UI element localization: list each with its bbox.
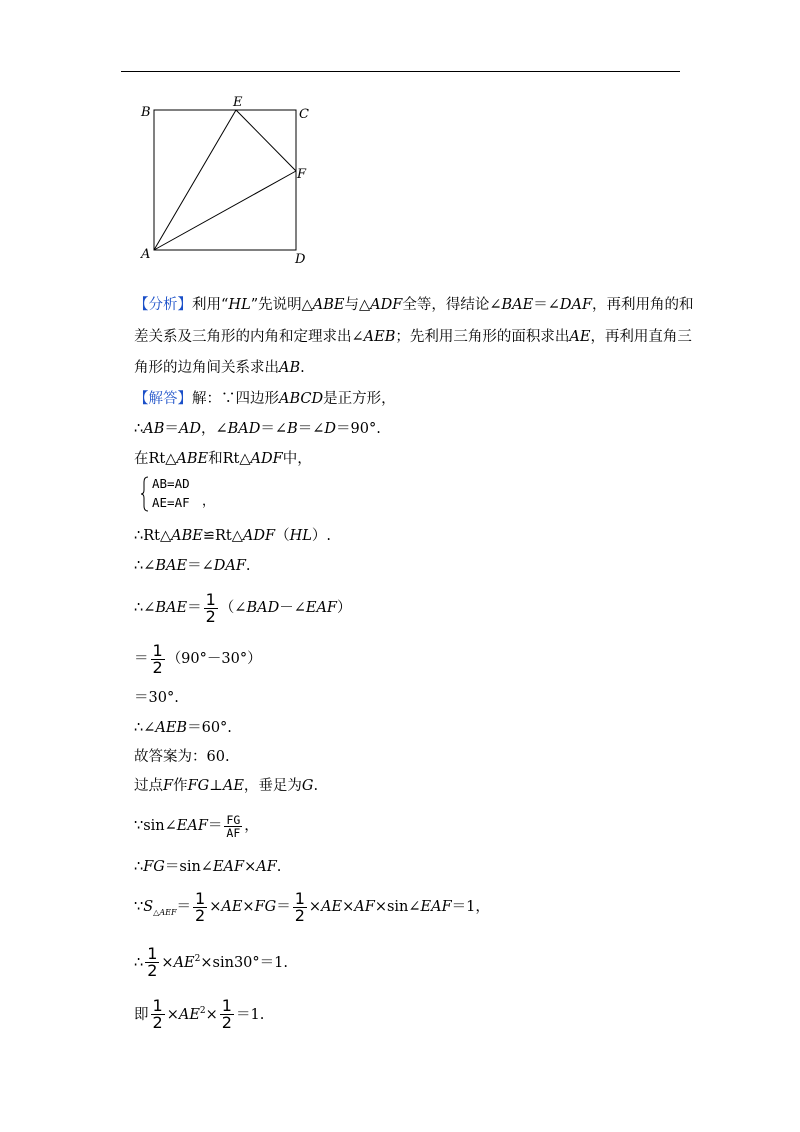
- text: 过点: [134, 778, 163, 794]
- label-f: F: [297, 167, 307, 182]
- fraction-half: [145, 946, 159, 979]
- fraction-half: [293, 888, 307, 925]
- text: ，垂足为: [243, 778, 302, 794]
- solution-line-14: [134, 890, 490, 930]
- text: AE: [221, 899, 243, 915]
- text: S: [143, 899, 154, 915]
- label-d: D: [295, 252, 306, 267]
- solution-line-2: [134, 419, 381, 439]
- solution-line-12: [134, 809, 259, 843]
- text: ∴∠: [134, 720, 156, 736]
- text: ∴: [134, 954, 144, 971]
- segment-ae: [154, 110, 236, 250]
- text: ”先说明△: [250, 297, 313, 313]
- text: ＝∠: [297, 421, 325, 437]
- text: ∵: [134, 899, 144, 915]
- text: ⊥: [209, 778, 223, 794]
- text: ×sin30°＝1.: [200, 954, 288, 971]
- text: FG: [226, 812, 241, 827]
- square-diagram: [135, 96, 315, 271]
- text: ×: [242, 899, 255, 915]
- text: BAD: [246, 600, 280, 616]
- solution-line-3: [134, 449, 312, 469]
- text: 即: [134, 1006, 149, 1023]
- fraction-half: [151, 640, 165, 677]
- equation-system: [140, 476, 230, 516]
- text: ∴∠: [134, 600, 156, 616]
- text: 作: [173, 778, 188, 794]
- text: AE: [569, 329, 591, 345]
- solution-line-1: [134, 389, 396, 409]
- solution-line-9: [134, 718, 232, 738]
- text: （∠: [219, 600, 247, 616]
- text: .: [276, 859, 282, 875]
- text: ∴: [134, 859, 144, 875]
- text: FG: [143, 859, 165, 875]
- text: ∴: [134, 421, 144, 437]
- text: ∴Rt△: [134, 528, 172, 544]
- text: DAF: [559, 297, 593, 313]
- analysis-line-1: [134, 295, 694, 315]
- fraction-half: [193, 888, 207, 925]
- text: BAE: [155, 600, 188, 616]
- text: ABE: [176, 451, 209, 467]
- segment-ef: [236, 110, 296, 171]
- solution-line-11: [134, 776, 318, 796]
- solution-line-15: [134, 942, 288, 980]
- segment-af: [154, 171, 296, 250]
- text: ，∠: [200, 421, 228, 437]
- fraction-half: [151, 998, 165, 1031]
- text: AF: [226, 825, 241, 840]
- text: ×: [209, 899, 222, 915]
- text: ABE: [171, 528, 203, 544]
- solution-line-4: [134, 526, 331, 546]
- square-abcd: [154, 110, 296, 250]
- equation-comma: ，: [202, 494, 216, 509]
- text: 全等，得结论∠: [402, 297, 502, 313]
- text: AE: [178, 1006, 200, 1023]
- text: ×: [205, 1006, 218, 1023]
- solution-tag: 【解答】: [134, 391, 192, 407]
- text: AF: [256, 859, 277, 875]
- solution-line-6: [134, 591, 351, 625]
- text: 2: [152, 1013, 163, 1033]
- equation-ae-af: AE=AF: [152, 495, 190, 510]
- text: ，再利用角的和: [592, 297, 694, 313]
- text: AF: [354, 899, 375, 915]
- text: △AEF: [153, 907, 177, 917]
- text: 中，: [282, 451, 312, 467]
- text: HL: [289, 528, 312, 544]
- text: EAF: [420, 899, 452, 915]
- text: （: [275, 528, 290, 544]
- text: AEB: [363, 329, 396, 345]
- text: AB: [143, 421, 165, 437]
- text: ＝: [207, 818, 223, 834]
- text: ＝: [134, 651, 149, 667]
- text: 和Rt△: [208, 451, 251, 467]
- text: EAF: [212, 859, 245, 875]
- text: 2: [294, 905, 305, 925]
- solution-line-16: [134, 994, 264, 1032]
- text: FG: [187, 778, 210, 794]
- text: ∵sin∠: [134, 818, 177, 834]
- text: ×: [166, 1006, 179, 1023]
- analysis-line-2: [134, 327, 692, 347]
- text: AE: [321, 899, 343, 915]
- text: ；先利用三角形的面积求出: [395, 329, 570, 345]
- text: 2: [221, 1013, 232, 1033]
- solution-line-10: 故答案为：60.: [134, 749, 230, 765]
- text: 是正方形，: [323, 391, 396, 407]
- text: 1: [152, 996, 163, 1016]
- text: 差关系及三角形的内角和定理求出∠: [134, 329, 364, 345]
- text: ＝sin∠: [164, 859, 213, 875]
- fraction-fg-af: [224, 814, 242, 839]
- text: 1: [152, 640, 163, 660]
- text: F: [163, 778, 174, 794]
- text: B: [287, 421, 298, 437]
- analysis-tag: 【分析】: [134, 297, 192, 313]
- text: ，再利用直角三: [590, 329, 692, 345]
- label-e: E: [233, 95, 243, 110]
- solution-line-8: ＝30°.: [134, 690, 179, 706]
- text: ABCD: [279, 391, 324, 407]
- text: 2: [195, 905, 206, 925]
- text: ×: [308, 899, 322, 915]
- text: 2: [152, 657, 163, 677]
- text: 2: [205, 606, 216, 626]
- text: 2: [147, 961, 158, 981]
- text: D: [324, 421, 337, 437]
- text: HL: [228, 297, 251, 313]
- label-a: A: [141, 247, 151, 262]
- label-c: C: [299, 107, 309, 122]
- text: EAF: [305, 600, 337, 616]
- square-figure: [135, 96, 315, 271]
- text: ＝∠: [533, 297, 560, 313]
- text: DAF: [213, 558, 246, 574]
- text: .: [245, 558, 251, 574]
- text: ×: [342, 899, 355, 915]
- text: BAE: [501, 297, 534, 313]
- text: －∠: [279, 600, 306, 616]
- header-rule: [121, 71, 680, 72]
- solution-line-13: [134, 857, 281, 877]
- text: ＝1，: [451, 899, 490, 915]
- text: 1: [294, 888, 305, 908]
- solution-line-7: [134, 642, 262, 676]
- text: ≌Rt△: [202, 528, 243, 544]
- text: ＝: [164, 421, 179, 437]
- text: 1: [147, 944, 158, 964]
- text: BAD: [227, 421, 261, 437]
- text: ＝∠: [260, 421, 288, 437]
- text: ）: [336, 600, 352, 616]
- text: .: [300, 360, 305, 376]
- text: BAE: [155, 558, 188, 574]
- text: ＝90°.: [336, 421, 381, 437]
- text: ABE: [312, 297, 345, 313]
- text: 利用“: [192, 297, 229, 313]
- text: ＝: [187, 600, 202, 616]
- text: ，: [244, 818, 259, 834]
- text: 2: [199, 1006, 206, 1016]
- text: 角形的边角间关系求出: [134, 360, 279, 376]
- text: ∴∠: [134, 558, 156, 574]
- text: ADF: [250, 451, 283, 467]
- text: 1: [221, 996, 232, 1016]
- text: EAF: [176, 818, 208, 834]
- fraction-half: [204, 589, 218, 626]
- text: 2: [194, 954, 201, 964]
- text: FG: [254, 899, 277, 915]
- equation-ab-ad: AB=AD: [152, 476, 190, 491]
- text: ）.: [311, 528, 331, 544]
- text: ×sin∠: [374, 899, 421, 915]
- text: G: [301, 778, 314, 794]
- solution-line-5: [134, 556, 251, 576]
- text: ＝: [176, 899, 191, 915]
- text: AEB: [155, 720, 188, 736]
- text: ＝60°.: [187, 720, 232, 736]
- text: 1: [205, 589, 216, 609]
- text: AB: [279, 360, 301, 376]
- text: 解：∵四边形: [192, 391, 279, 407]
- text: ＝1.: [235, 1006, 265, 1023]
- text: ADF: [242, 528, 276, 544]
- label-b: B: [141, 105, 151, 120]
- text: （90°－30°）: [166, 651, 262, 667]
- text: ×: [161, 954, 174, 971]
- fraction-half: [220, 998, 234, 1031]
- text: ×: [244, 859, 257, 875]
- text: ＝: [276, 899, 291, 915]
- text: AE: [222, 778, 244, 794]
- text: AD: [178, 421, 201, 437]
- text: AE: [173, 954, 195, 971]
- text: 1: [195, 888, 206, 908]
- analysis-line-3: [134, 358, 305, 378]
- text: ＝∠: [187, 558, 214, 574]
- brace-icon: [140, 476, 150, 512]
- text: 在Rt△: [134, 451, 177, 467]
- text: .: [313, 778, 319, 794]
- text: 与△: [344, 297, 371, 313]
- text: ADF: [370, 297, 403, 313]
